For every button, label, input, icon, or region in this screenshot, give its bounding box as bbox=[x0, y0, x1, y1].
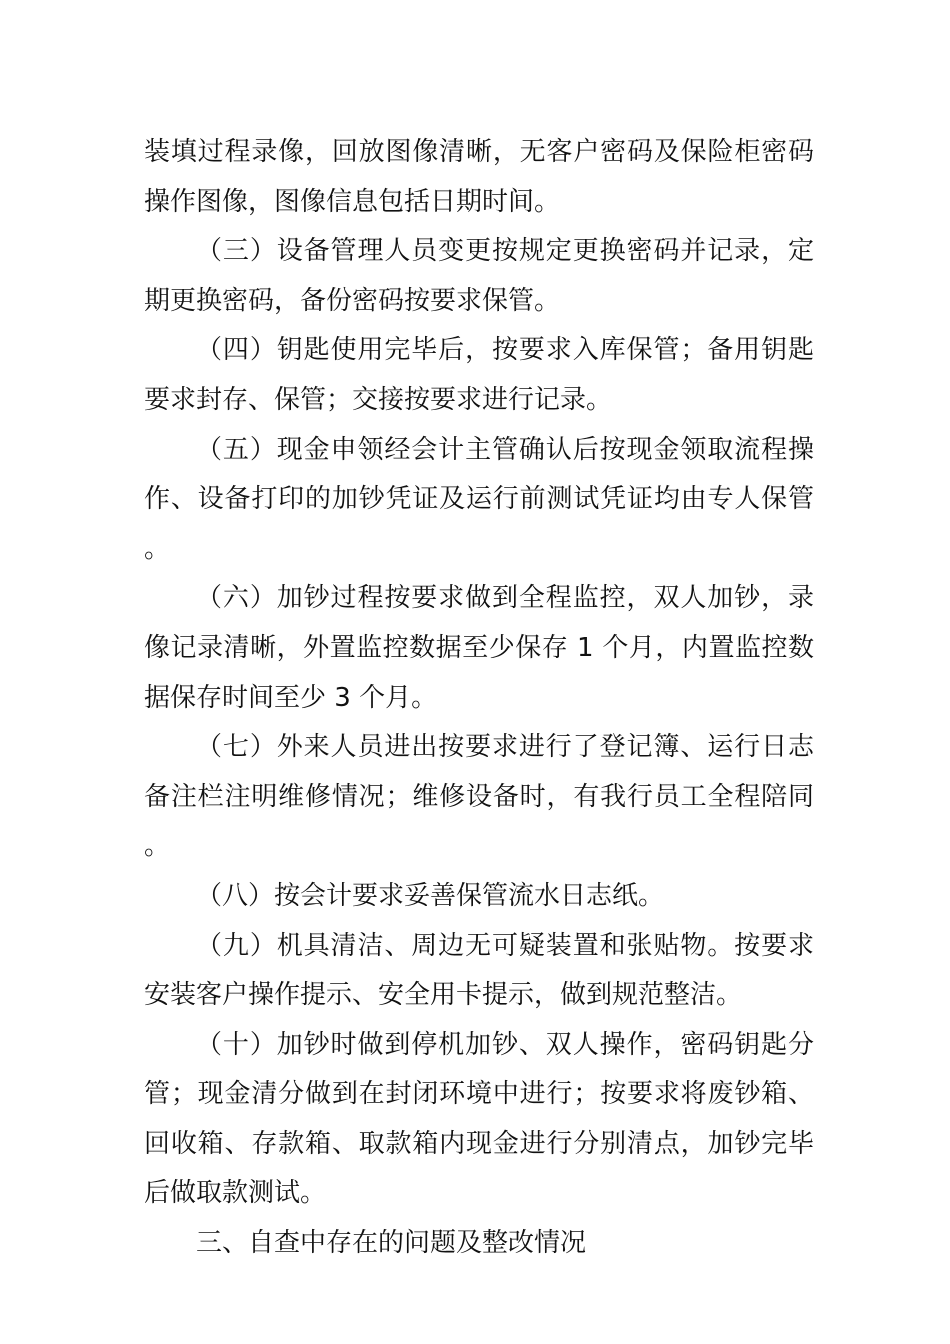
paragraph-item-10: （十）加钞时做到停机加钞、双人操作，密码钥匙分管；现金清分做到在封闭环境中进行；按要求将废钞箱、回收箱、存款箱、取款箱内现金进行分别清点，加钞完毕后做取款测试。 bbox=[144, 1029, 814, 1209]
paragraph-item-6: （六）加钞过程按要求做到全程监控，双人加钞，录像记录清晰，外置监控数据至少保存 1 个月，内置监控数据保存时间至少 3 个月。 bbox=[144, 583, 814, 713]
paragraph-item-3: （三）设备管理人员变更按规定更换密码并记录，定期更换密码，备份密码按要求保管。 bbox=[144, 236, 814, 316]
document-body bbox=[144, 128, 814, 1269]
paragraph-item-8: （八）按会计要求妥善保管流水日志纸。 bbox=[196, 880, 665, 911]
paragraph-item-5: （五）现金申领经会计主管确认后按现金领取流程操作、设备打印的加钞凭证及运行前测试凭证均由专人保管。 bbox=[144, 434, 814, 564]
paragraph-continuation: 装填过程录像，回放图像清晰，无客户密码及保险柜密码操作图像，图像信息包括日期时间。 bbox=[144, 137, 814, 217]
section-heading: 三、自查中存在的问题及整改情况 bbox=[196, 1228, 587, 1259]
paragraph-item-7: （七）外来人员进出按要求进行了登记簿、运行日志备注栏注明维修情况；维修设备时，有我行员工全程陪同。 bbox=[144, 732, 814, 862]
paragraph-item-9: （九）机具清洁、周边无可疑装置和张贴物。按要求安装客户操作提示、安全用卡提示，做到规范整洁。 bbox=[144, 930, 814, 1011]
paragraph-item-4: （四）钥匙使用完毕后，按要求入库保管；备用钥匙要求封存、保管；交接按要求进行记录。 bbox=[144, 335, 814, 415]
